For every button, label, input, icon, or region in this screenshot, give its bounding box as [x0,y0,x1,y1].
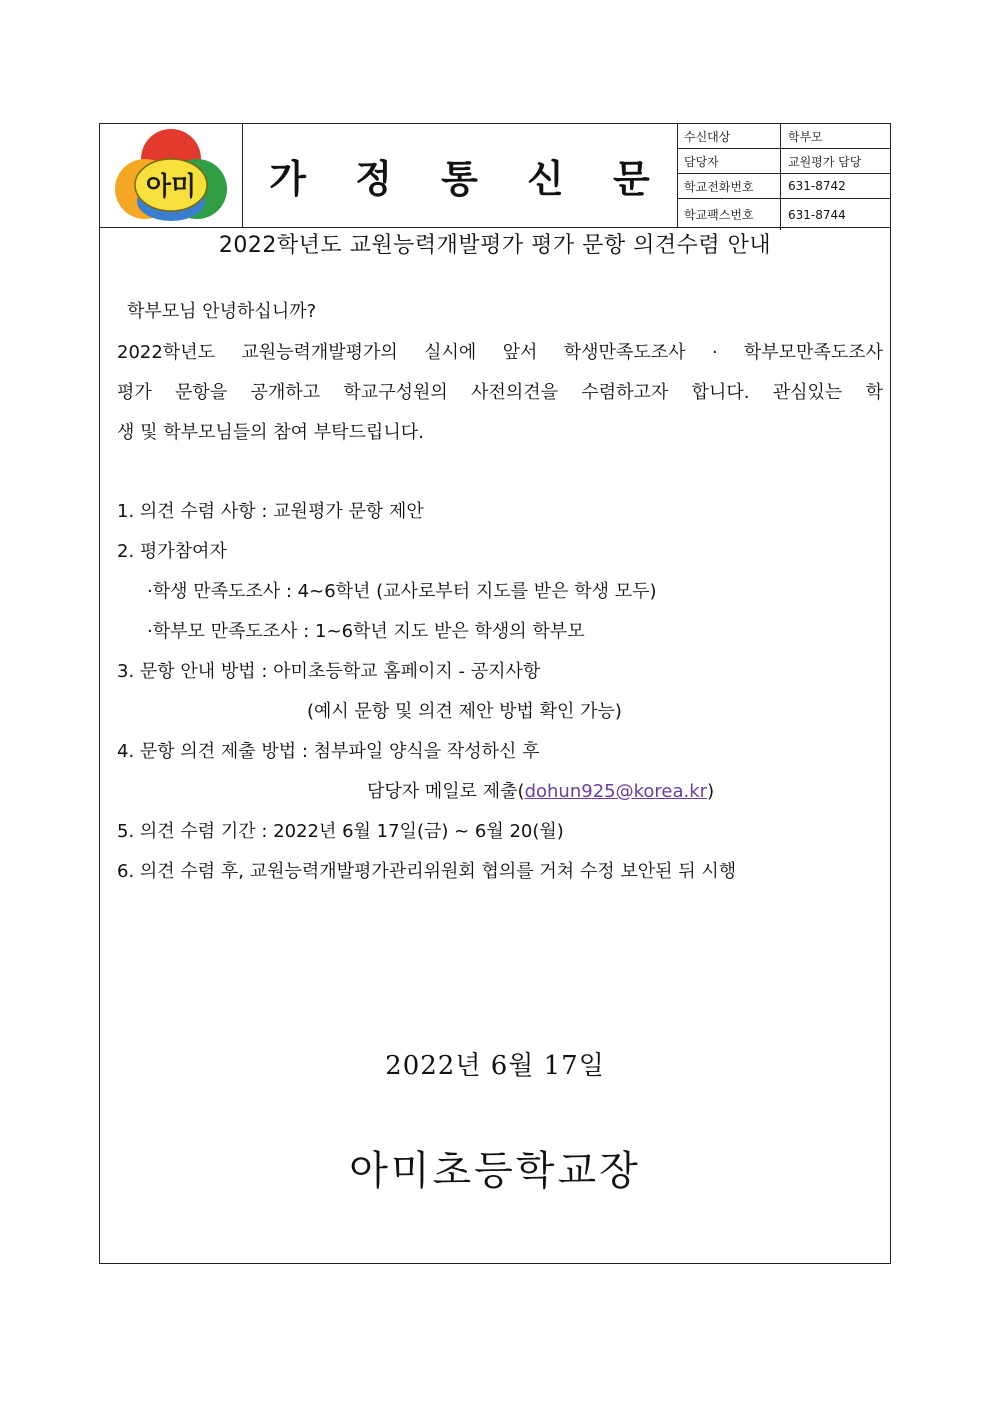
intro-line: 생 및 학부모님들의 참여 부탁드립니다. [117,422,424,443]
list-subitem [367,777,714,803]
list-item: 6. 의견 수렴 후, 교원능력개발평가관리위원회 협의를 거쳐 수정 보안된 뒤 시행 [117,861,737,882]
school-logo [115,129,227,221]
logo-cell [100,124,243,227]
page-title: 가 정 통 신 문 [269,156,668,201]
logo-text: 아미 [145,172,197,202]
list-item: 2. 평가참여자 [117,541,227,562]
list-item: 3. 문항 안내 방법 : 아미초등학교 홈페이지 - 공지사항 [117,661,541,682]
info-value: 631-8742 [781,174,891,199]
list-item: 1. 의견 수렴 사항 : 교원평가 문항 제안 [117,501,424,522]
info-row [677,124,890,149]
list-subitem: ·학생 만족도조사 : 4~6학년 (교사로부터 지도를 받은 학생 모두) [147,581,657,602]
submit-text-end: ) [707,781,715,802]
header [100,124,890,228]
submit-text: 담당자 메일로 제출( [367,781,525,802]
info-label: 학교팩스번호 [677,199,781,231]
list-item: 5. 의견 수렴 기간 : 2022년 6월 17일(금) ~ 6월 20(월) [117,821,564,842]
info-row [677,149,890,174]
intro-line: 2022학년도 교원능력개발평가의 실시에 앞서 학생만족도조사 · 학부모만족도조사 [117,342,883,363]
email-link[interactable]: dohun925@korea.kr [524,781,708,802]
list-item: 4. 문항 의견 제출 방법 : 첨부파일 양식을 작성하신 후 [117,741,540,762]
info-table [677,124,890,230]
info-value: 631-8744 [788,207,846,222]
info-label: 담당자 [677,149,781,174]
greeting: 학부모님 안녕하십니까? [127,301,317,322]
list-subitem: ·학부모 만족도조사 : 1~6학년 지도 받은 학생의 학부모 [147,621,585,642]
info-value: 교원평가 담당 [781,149,891,174]
info-label: 수신대상 [677,124,781,149]
info-row [677,199,890,231]
info-row [677,174,890,199]
principal-signature: 아미초등학교장 [349,1148,641,1194]
info-label: 학교전화번호 [677,174,781,199]
issue-date: 2022년 6월 17일 [385,1051,605,1081]
info-value: 학부모 [781,124,891,149]
notice-subject: 2022학년도 교원능력개발평가 평가 문항 의견수렴 안내 [218,233,772,258]
document-frame [99,123,891,1264]
list-subitem: (예시 문항 및 의견 제안 방법 확인 가능) [307,701,622,722]
intro-line: 평가 문항을 공개하고 학교구성원의 사전의견을 수렴하고자 합니다. 관심있는 학 [117,382,883,403]
title-cell [242,124,678,227]
